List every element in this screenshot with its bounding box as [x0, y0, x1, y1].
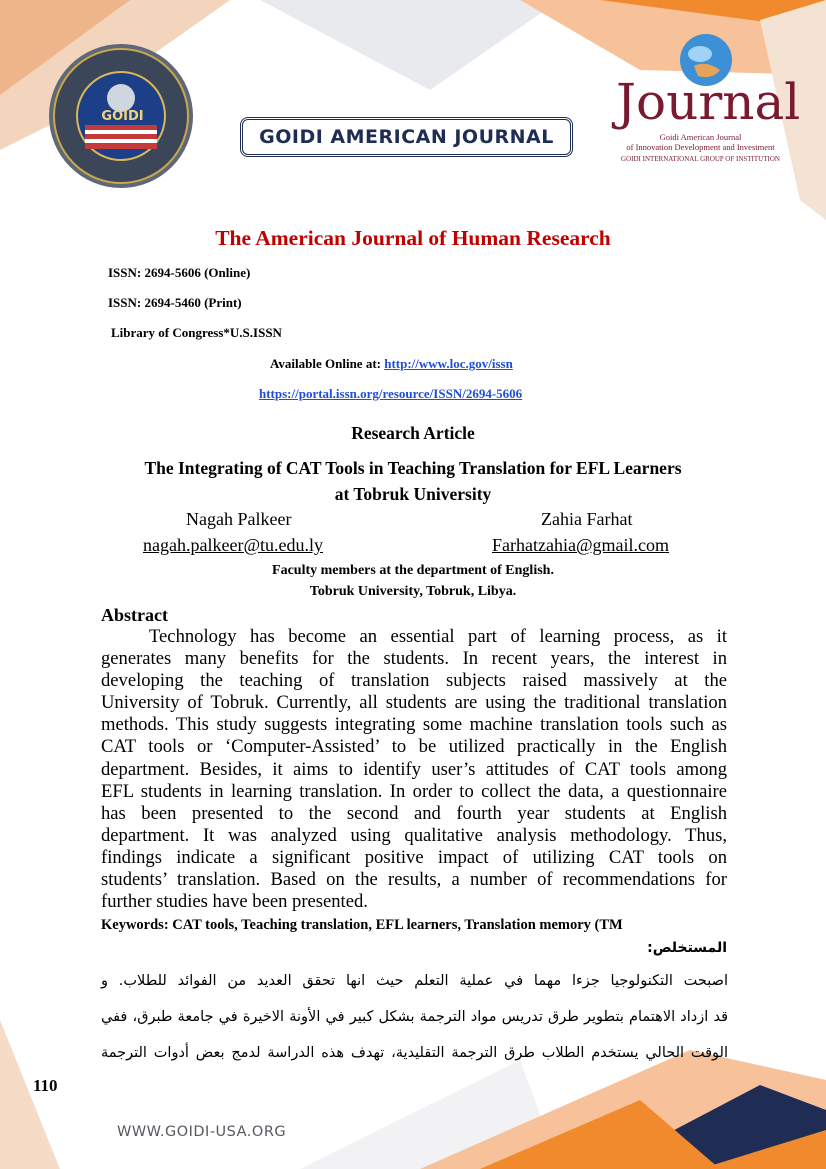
library-of-congress: Library of Congress*U.S.ISSN	[111, 325, 282, 340]
issn-print: ISSN: 2694-5460 (Print)	[108, 295, 242, 310]
abstract-line-6: CAT tools or ‘Computer-Assisted’ to be utilized practically in the English	[101, 736, 727, 758]
article-title-line2: at Tobruk University	[334, 484, 492, 504]
abstract-line-11: findings indicate a significant positive impact of utilizing CAT tools on	[101, 846, 727, 868]
footer-website[interactable]: WWW.GOIDI-USA.ORG	[117, 1124, 287, 1140]
banner-text: GOIDI AMERICAN JOURNAL	[259, 126, 554, 148]
journal-logo	[608, 30, 801, 170]
seal-brand: GOIDI	[101, 109, 144, 124]
abstract-line-13: further studies have been presented.	[101, 891, 368, 913]
abstract-line-8: EFL students in learning translation. In order to collect the data, a questionnaire	[101, 780, 727, 802]
author1-name: Nagah Palkeer	[186, 509, 292, 529]
article-type: Research Article	[351, 423, 475, 443]
abstract-line-9: has been presented to the second and fourth year students at English	[101, 802, 727, 824]
abstract-heading: Abstract	[101, 605, 168, 625]
goidi-journal-banner	[240, 117, 573, 157]
affiliation-line1: Faculty members at the department of English.	[272, 563, 554, 578]
abstract-line-3: developing the teaching of translation subjects raised massively at the	[101, 670, 727, 692]
abstract-line-7: department. Besides, it aims to identify user’s attitudes of CAT tools among	[101, 758, 727, 780]
top-gray-triangle	[260, 0, 560, 90]
portal-issn-link[interactable]: https://portal.issn.org/resource/ISSN/2694-5606	[259, 386, 523, 401]
author2-email[interactable]: Farhatzahia@gmail.com	[492, 535, 670, 555]
available-online	[270, 356, 513, 372]
journal-logo-line1: Goidi American Journal	[659, 132, 742, 142]
abstract-line-12: students’ translation. Based on the results, a number of recommendations for	[101, 869, 727, 891]
arabic-line-1: اصبحت التكنولوجيا جزءا مهما في عملية التعلم حيث انها تحقق العديد من الفوائد للطلاب. و	[101, 973, 728, 989]
arabic-line-3: الوقت الحالي يستخدم الطلاب طرق الترجمة التقليدية، تهدف هذه الدراسة لدمج بعض أدوات الترجمة	[101, 1045, 728, 1061]
available-label: Available Online at:	[270, 356, 385, 371]
abstract-line-10: department. It was analyzed using qualitative analysis methodology. Thus,	[101, 824, 727, 846]
issn-online: ISSN: 2694-5606 (Online)	[108, 265, 251, 280]
page-number: 110	[33, 1076, 58, 1095]
abstract-line-1: Technology has become an essential part of learning process, as it	[149, 626, 727, 647]
abstract-line-5: methods. This study suggests integrating some machine translation tools such as	[101, 714, 727, 736]
article-title-line1: The Integrating of CAT Tools in Teaching Translation for EFL Learners	[144, 458, 682, 478]
journal-logo-title: Journal	[616, 73, 801, 131]
arabic-heading: المستخلص:	[647, 940, 727, 956]
affiliation-line2: Tobruk University, Tobruk, Libya.	[309, 584, 517, 599]
goidi-seal-logo	[45, 43, 198, 190]
loc-issn-link[interactable]: http://www.loc.gov/issn	[384, 356, 513, 371]
abstract-line-4: University of Tobruk. Currently, all students are using the traditional translation	[101, 692, 727, 714]
abstract-body	[101, 626, 727, 913]
arabic-line-2: قد ازداد الاهتمام بتطوير طرق تدريس مواد الترجمة بشكل كبير في الأونة الاخيرة في جامعة طبرق، ففي	[101, 1009, 728, 1025]
abstract-line-2: generates many benefits for the students. In recent years, the interest in	[101, 648, 727, 670]
keywords: Keywords: CAT tools, Teaching translation, EFL learners, Translation memory (TM	[101, 917, 623, 933]
journal-logo-line2: of Innovation Development and Investment	[626, 142, 775, 152]
journal-title: The American Journal of Human Research	[215, 226, 611, 250]
author1-email[interactable]: nagah.palkeer@tu.edu.ly	[143, 535, 324, 555]
author2-name: Zahia Farhat	[541, 509, 633, 529]
journal-logo-line3: GOIDI INTERNATIONAL GROUP OF INSTITUTION	[621, 155, 780, 163]
